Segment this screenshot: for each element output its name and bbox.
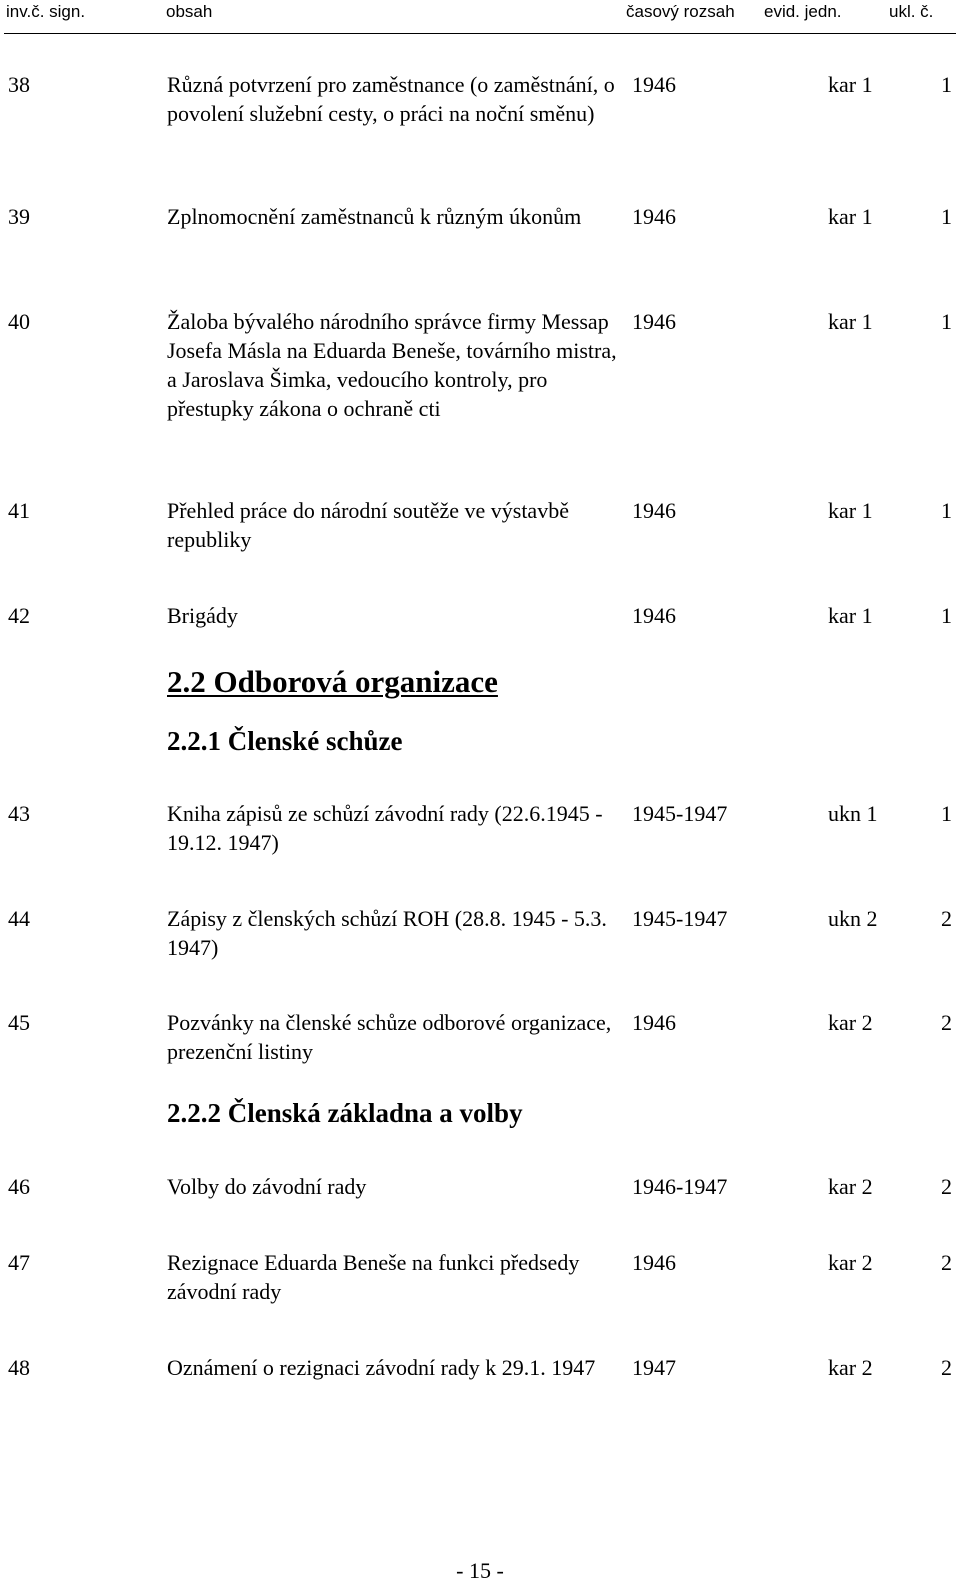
entry-date-range: 1947	[632, 1355, 676, 1380]
entry-unit: kar 1	[828, 603, 873, 628]
entry-storage-number: 1	[941, 603, 952, 628]
entry-date-range: 1946	[632, 1250, 676, 1275]
entry-unit: ukn 1	[828, 801, 878, 826]
entry-storage-number: 1	[941, 801, 952, 826]
header-casovy-rozsah: časový rozsah	[626, 2, 735, 21]
subsection-heading-clenske-schuze: 2.2.1 Členské schůze	[167, 726, 403, 756]
header-ukl-c: ukl. č.	[889, 2, 934, 21]
entry-storage-number: 2	[941, 906, 952, 931]
entry-number: 45	[8, 1010, 30, 1035]
entry-date-range: 1946	[632, 1010, 676, 1035]
entry-storage-number: 1	[941, 498, 952, 523]
entry-unit: ukn 2	[828, 906, 878, 931]
entry-date-range: 1946-1947	[632, 1174, 728, 1199]
entry-number: 47	[8, 1250, 30, 1275]
subsection-heading-clenska-zakladna: 2.2.2 Členská základna a volby	[167, 1098, 523, 1128]
entry-description: Kniha zápisů ze schůzí závodní rady (22.6.1945 - 19.12. 1947)	[167, 801, 603, 855]
entry-unit: kar 2	[828, 1355, 873, 1380]
entry-number: 41	[8, 498, 30, 523]
entry-description: Přehled práce do národní soutěže ve výstavbě republiky	[167, 498, 569, 552]
entry-number: 44	[8, 906, 30, 931]
entry-description: Zplnomocnění zaměstnanců k různým úkonům	[167, 204, 582, 229]
entry-number: 38	[8, 72, 30, 97]
entry-unit: kar 2	[828, 1250, 873, 1275]
header-evid-jedn: evid. jedn.	[764, 2, 842, 21]
entry-number: 43	[8, 801, 30, 826]
entry-date-range: 1945-1947	[632, 801, 728, 826]
entry-storage-number: 1	[941, 204, 952, 229]
entry-date-range: 1945-1947	[632, 906, 728, 931]
header-rule	[4, 33, 956, 34]
entry-date-range: 1946	[632, 603, 676, 628]
page-number: - 15 -	[456, 1558, 504, 1583]
entry-description: Volby do závodní rady	[167, 1174, 367, 1199]
entry-storage-number: 2	[941, 1355, 952, 1380]
entry-date-range: 1946	[632, 498, 676, 523]
entry-unit: kar 2	[828, 1174, 873, 1199]
entry-storage-number: 1	[941, 309, 952, 334]
entry-description: Různá potvrzení pro zaměstnance (o zaměstnání, o povolení služební cesty, o práci na noční směnu)	[167, 72, 615, 126]
entry-storage-number: 2	[941, 1174, 952, 1199]
entry-description: Oznámení o rezignaci závodní rady k 29.1. 1947	[167, 1355, 596, 1380]
entry-number: 40	[8, 309, 30, 334]
header-obsah: obsah	[166, 2, 213, 21]
entry-date-range: 1946	[632, 72, 676, 97]
entry-storage-number: 2	[941, 1010, 952, 1035]
entry-description: Brigády	[167, 603, 238, 628]
entry-number: 46	[8, 1174, 30, 1199]
entry-description: Zápisy z členských schůzí ROH (28.8. 1945 - 5.3. 1947)	[167, 906, 607, 960]
entry-storage-number: 1	[941, 72, 952, 97]
header-inv-sign: inv.č. sign.	[6, 2, 86, 21]
entry-unit: kar 2	[828, 1010, 873, 1035]
entry-unit: kar 1	[828, 309, 873, 334]
entry-date-range: 1946	[632, 204, 676, 229]
entry-description: Pozvánky na členské schůze odborové organizace, prezenční listiny	[167, 1010, 612, 1064]
entry-number: 39	[8, 204, 30, 229]
entry-description: Rezignace Eduarda Beneše na funkci předsedy závodní rady	[167, 1250, 580, 1304]
column-header	[0, 0, 960, 40]
entry-storage-number: 2	[941, 1250, 952, 1275]
entry-date-range: 1946	[632, 309, 676, 334]
entry-unit: kar 1	[828, 204, 873, 229]
entry-unit: kar 1	[828, 72, 873, 97]
section-heading-odborova-organizace: 2.2 Odborová organizace	[167, 664, 498, 699]
entry-description: Žaloba bývalého národního správce firmy Messap Josefa Másla na Eduarda Beneše, továrního mistra, a Jaroslava Šimka, vedoucího kontroly, pro přestupky zákona o ochraně cti	[167, 309, 617, 421]
entry-unit: kar 1	[828, 498, 873, 523]
entry-number: 42	[8, 603, 30, 628]
entry-number: 48	[8, 1355, 30, 1380]
